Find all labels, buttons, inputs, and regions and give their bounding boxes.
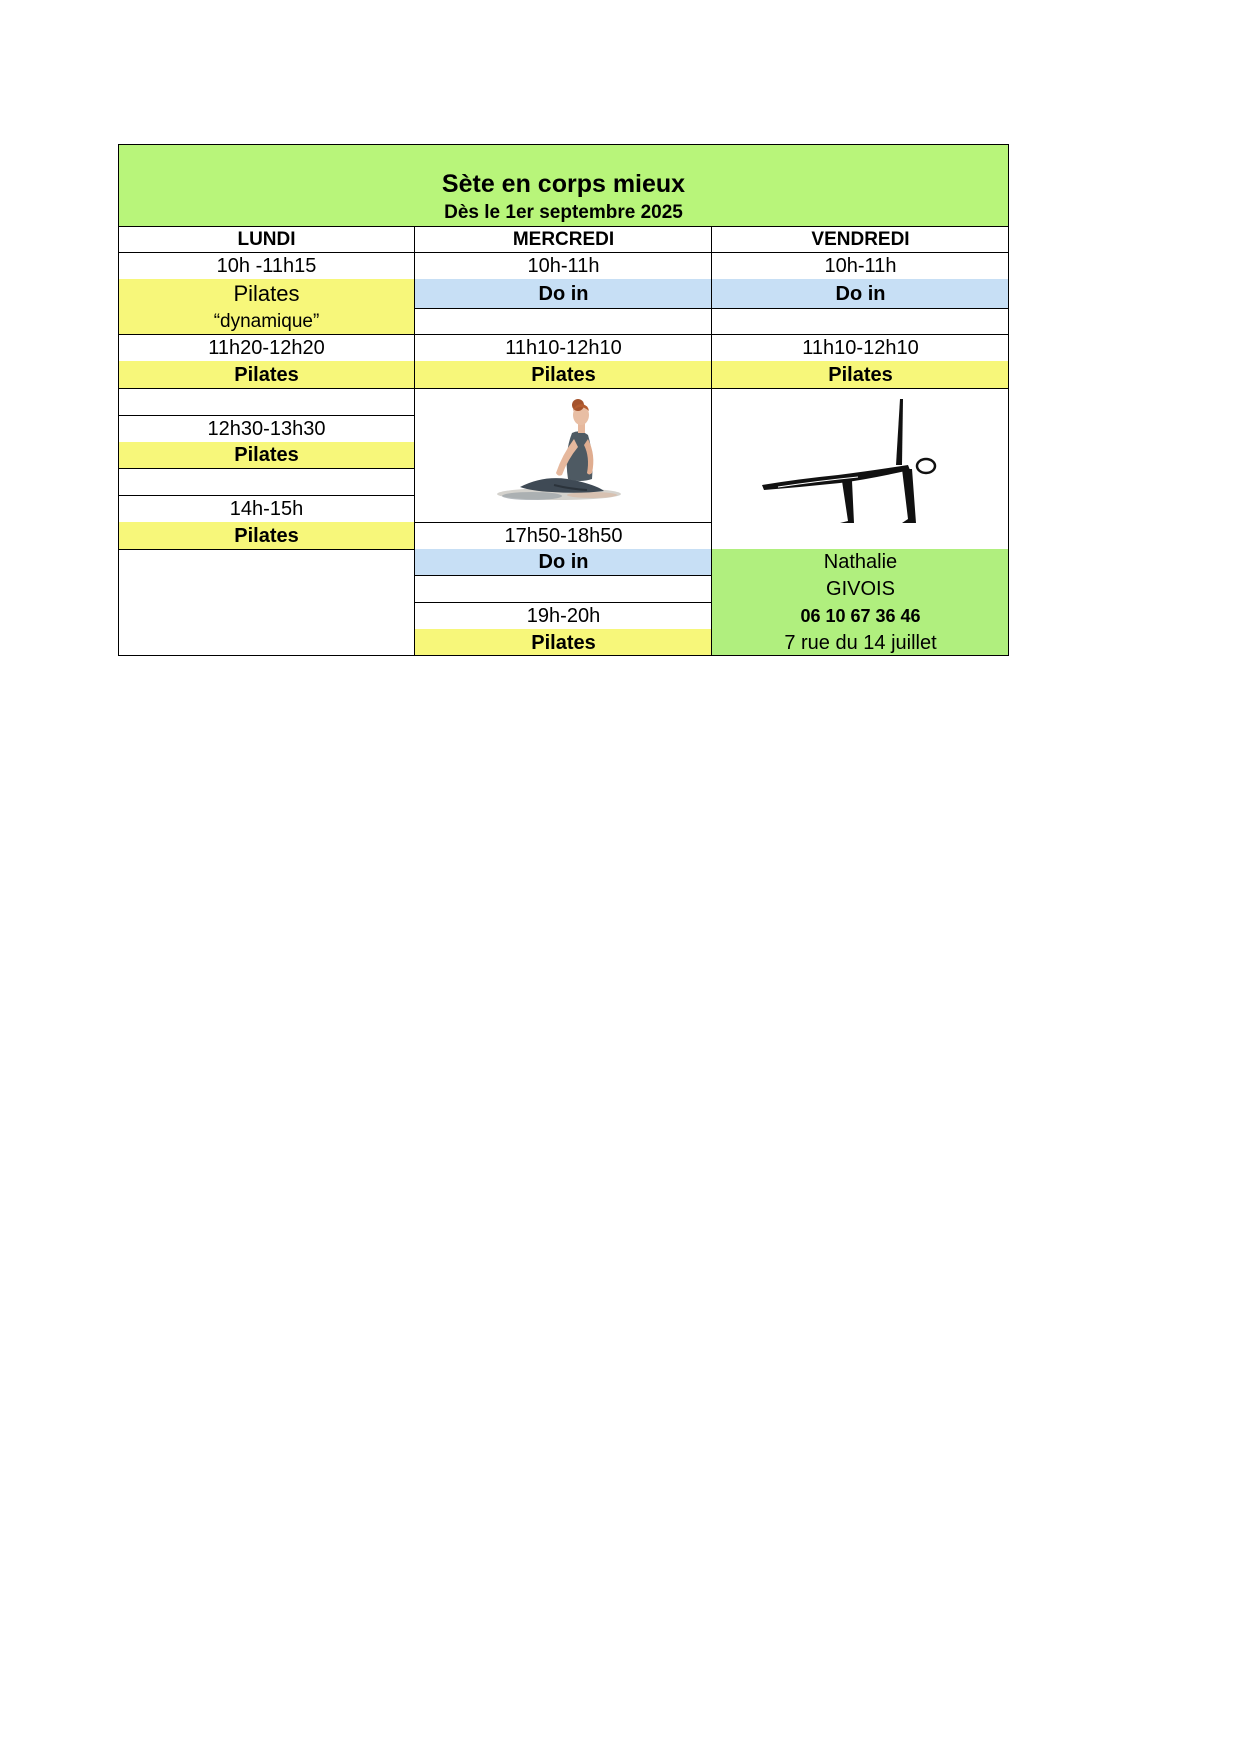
mercredi-line (415, 602, 712, 603)
mercredi-class-1: Do in (415, 279, 712, 308)
mercredi-line (415, 575, 712, 576)
column-divider-1 (414, 226, 415, 656)
contact-phone: 06 10 67 36 46 (712, 602, 1009, 629)
day-header-lundi: LUNDI (237, 229, 296, 250)
row-line-header (118, 226, 1009, 227)
lundi-line (118, 495, 415, 496)
mercredi-time-3: 17h50-18h50 (504, 524, 623, 547)
day-header-vendredi: VENDREDI (811, 229, 910, 250)
mercredi-line (415, 522, 712, 523)
side-plank-figure (758, 395, 968, 535)
schedule-sheet (118, 144, 1009, 656)
vendredi-line (712, 388, 1009, 389)
row-line-days (118, 252, 1009, 253)
lundi-line (118, 549, 415, 550)
lundi-class-4: Pilates (118, 522, 415, 549)
vendredi-time-1: 10h-11h (824, 255, 897, 277)
page-title: Sète en corps mieux (441, 170, 686, 198)
column-divider-2 (711, 226, 712, 656)
lundi-class-3: Pilates (118, 442, 415, 468)
lundi-class-1: Pilates (118, 279, 415, 308)
contact-first-name: Nathalie (712, 549, 1009, 575)
contact-address: 7 rue du 14 juillet (712, 629, 1009, 656)
mercredi-class-2: Pilates (415, 361, 712, 388)
vendredi-line (712, 334, 1009, 335)
lundi-line (118, 334, 415, 335)
lundi-time-1: 10h -11h15 (216, 255, 317, 277)
lundi-line (118, 415, 415, 416)
lundi-class-2: Pilates (118, 361, 415, 388)
border-top (118, 144, 1009, 145)
page-subtitle: Dès le 1er septembre 2025 (444, 202, 683, 223)
mercredi-class-3: Do in (415, 549, 712, 575)
lundi-line (118, 388, 415, 389)
mercredi-line (415, 334, 712, 335)
mercredi-time-2: 11h10-12h10 (505, 336, 622, 359)
vendredi-class-1: Do in (712, 279, 1009, 308)
lundi-time-4: 14h-15h (229, 497, 304, 520)
lundi-time-2: 11h20-12h20 (208, 336, 325, 359)
mercredi-line (415, 308, 712, 309)
lundi-line (118, 468, 415, 469)
lundi-note-1: “dynamique” (118, 308, 415, 334)
vendredi-time-2: 11h10-12h10 (802, 336, 919, 359)
mercredi-time-4: 19h-20h (526, 604, 601, 627)
border-left (118, 144, 119, 656)
mercredi-time-1: 10h-11h (527, 255, 600, 277)
lundi-time-3: 12h30-13h30 (207, 417, 326, 440)
seated-yoga-figure (492, 393, 626, 509)
day-header-mercredi: MERCREDI (512, 229, 615, 250)
mercredi-class-4: Pilates (415, 629, 712, 656)
contact-last-name: GIVOIS (712, 575, 1009, 602)
vendredi-class-2: Pilates (712, 361, 1009, 388)
title-banner (118, 144, 1009, 226)
border-bottom (118, 655, 1009, 656)
border-right (1008, 144, 1009, 656)
mercredi-line (415, 388, 712, 389)
vendredi-line (712, 308, 1009, 309)
